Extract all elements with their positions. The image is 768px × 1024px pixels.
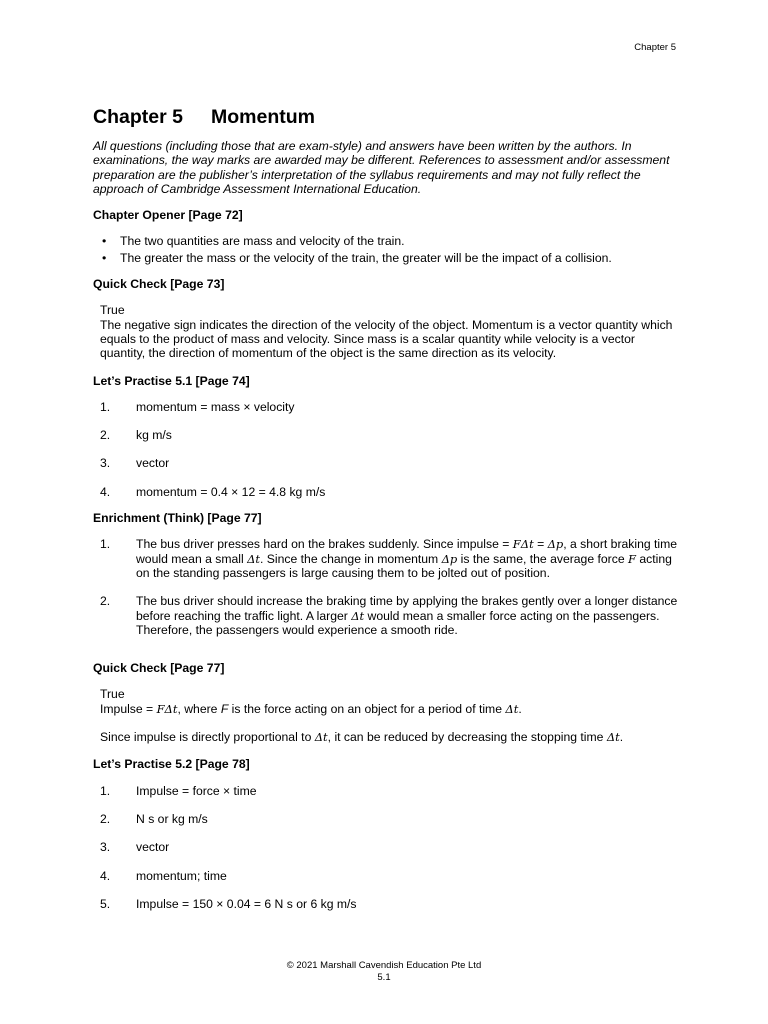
section-heading-practise-5-1: Let’s Practise 5.1 [Page 74]: [93, 373, 250, 388]
section-heading-quick-check-73: Quick Check [Page 73]: [93, 277, 225, 292]
page-number: 5.1: [377, 971, 391, 983]
intro-disclaimer: All questions (including those that are exam-style) and answers have been written by the authors. In examinations, the way marks are awarded may be different. References to assessment and/or assessment preparation are the publisher’s interpretation of the syllabus requirements and may not fully reflect the approach of Cambridge Assessment International Education.: [93, 139, 670, 196]
list-item: 1. The bus driver presses hard on the brakes suddenly. Since impulse = FΔt = Δp, a short braking time would mean a small Δt. Since the change in momentum Δp is the same, the average force F acting on the standing passengers is large causing them to be jolted out of position.: [93, 537, 683, 580]
section-heading-quick-check-77: Quick Check [Page 77]: [93, 661, 225, 676]
list-item: 2. N s or kg m/s: [100, 811, 208, 826]
enrichment-list: [93, 537, 683, 637]
list-item: 4. momentum; time: [100, 868, 227, 883]
running-header: Chapter 5: [634, 42, 676, 53]
enrichment-answer-1: The bus driver presses hard on the brakes suddenly. Since impulse = FΔt = Δp, a short braking time would mean a small Δt. Since the change in momentum Δp is the same, the average force F acting on the standing passengers is large causing them to be jolted out of position.: [136, 537, 678, 580]
section-heading-chapter-opener: Chapter Opener [Page 72]: [93, 208, 243, 223]
list-item: 2. The bus driver should increase the braking time by applying the brakes gently over a longer distance before reaching the traffic light. A larger Δt would mean a smaller force acting on the passengers. Therefore, the passengers would experience a smooth ride.: [93, 594, 683, 637]
bullet-icon: •: [102, 234, 107, 249]
practise-5-1-list: [93, 400, 683, 499]
section-heading-enrichment: Enrichment (Think) [Page 77]: [93, 511, 262, 526]
impulse-definition: Impulse = FΔt, where F is the force acting on an object for a period of time Δt.: [100, 701, 522, 716]
answer-true: True: [100, 303, 125, 318]
list-item: 1. Impulse = force × time: [100, 783, 257, 798]
list-item: 1. momentum = mass × velocity: [100, 399, 295, 414]
chapter-opener-list: [93, 234, 683, 265]
answer-true: True: [100, 687, 125, 702]
list-item: • The two quantities are mass and velocity of the train.: [102, 234, 405, 249]
quick-check-73-answer: [93, 303, 683, 360]
document-body: [93, 105, 683, 923]
list-item: 3. vector: [100, 840, 170, 855]
list-item: 2. kg m/s: [100, 428, 172, 443]
enrichment-answer-2: The bus driver should increase the braking time by applying the brakes gently over a longer distance before reaching the traffic light. A larger Δt would mean a smaller force acting on the passengers. Therefore, the passengers would experience a smooth ride.: [136, 594, 678, 637]
list-item: 3. vector: [100, 456, 170, 471]
impulse-explanation: Since impulse is directly proportional to Δt, it can be reduced by decreasing the stopping time Δt.: [100, 730, 624, 745]
bullet-icon: •: [102, 250, 107, 265]
list-item: 4. momentum = 0.4 × 12 = 4.8 kg m/s: [100, 484, 326, 499]
chapter-topic: Momentum: [211, 106, 315, 128]
chapter-number: Chapter 5: [93, 106, 183, 128]
list-item: • The greater the mass or the velocity of the train, the greater will be the impact of a collision.: [102, 250, 612, 265]
answer-explanation: The negative sign indicates the direction of the velocity of the object. Momentum is a vector quantity which equals to the product of mass and velocity. Since mass is a scalar quantity while velocity is a vector quantity, the direction of momentum of the object is the same direction as its velocity.: [100, 317, 673, 361]
page-footer: [0, 960, 768, 983]
quick-check-77-answer: [93, 687, 683, 744]
practise-5-2-list: [93, 784, 683, 911]
spacer: [93, 649, 683, 661]
list-item: 5. Impulse = 150 × 0.04 = 6 N s or 6 kg m/s: [100, 896, 357, 911]
section-heading-practise-5-2: Let’s Practise 5.2 [Page 78]: [93, 757, 250, 772]
copyright: © 2021 Marshall Cavendish Education Pte Ltd: [286, 960, 482, 971]
page-title: [93, 105, 683, 129]
